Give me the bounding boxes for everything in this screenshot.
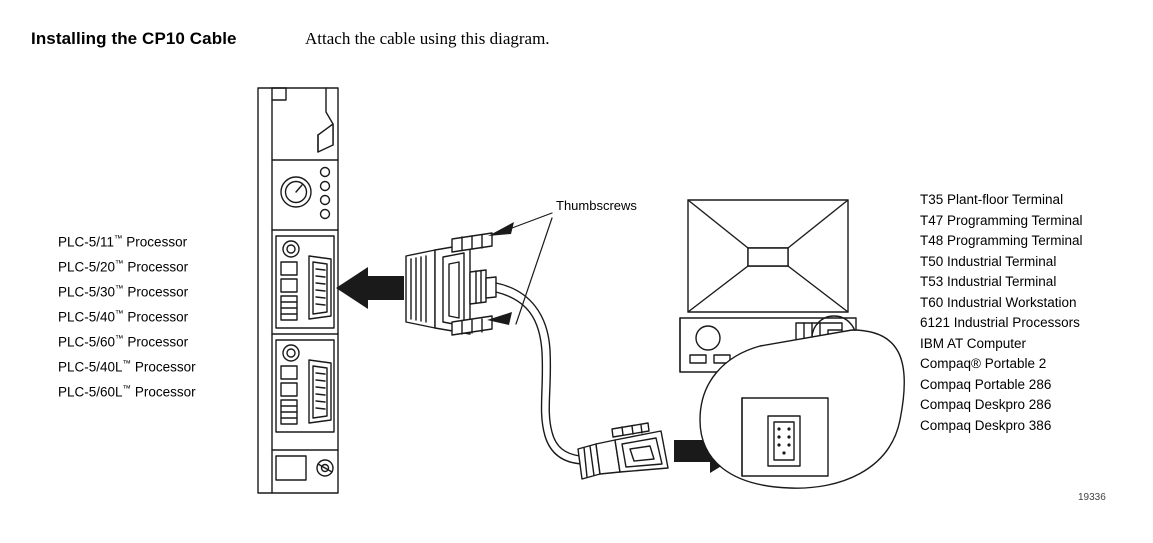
plc-processor-module — [258, 88, 338, 493]
cable-connector-large — [406, 233, 496, 335]
list-item: T53 Industrial Terminal — [920, 274, 1057, 289]
list-item: PLC-5/40™ Processor — [58, 308, 189, 325]
cable-run — [496, 283, 582, 464]
list-item: IBM AT Computer — [920, 335, 1027, 351]
list-item: PLC-5/40L™ Processor — [58, 358, 196, 375]
list-item: Compaq Deskpro 286 — [920, 397, 1052, 412]
list-item: Compaq Portable 286 — [920, 376, 1052, 392]
list-item: PLC-5/11™ Processor — [58, 233, 188, 250]
list-item: T48 Programming Terminal — [920, 233, 1083, 248]
figure-number: 19336 — [1078, 492, 1106, 503]
list-item: Compaq Deskpro 386 — [920, 417, 1052, 433]
list-item: PLC-5/60™ Processor — [58, 333, 189, 350]
list-item: PLC-5/60L™ Processor — [58, 383, 196, 400]
list-item: PLC-5/20™ Processor — [58, 258, 189, 275]
callout-thumbscrews-label: Thumbscrews — [556, 198, 637, 213]
list-item: T35 Plant-floor Terminal — [920, 192, 1064, 207]
list-item: T47 Programming Terminal — [920, 212, 1083, 228]
list-item: T60 Industrial Workstation — [920, 294, 1077, 310]
list-item: PLC-5/30™ Processor — [58, 283, 189, 300]
list-item: T50 Industrial Terminal — [920, 253, 1057, 269]
intro-text: Attach the cable using this diagram. — [305, 29, 550, 48]
cable-connector-small — [578, 423, 668, 479]
arrow-to-plc — [336, 267, 404, 309]
list-item: Compaq® Portable 2 — [920, 356, 1047, 371]
page-title: Installing the CP10 Cable — [31, 29, 237, 48]
list-item: 6121 Industrial Processors — [920, 315, 1080, 330]
terminal-monitor — [688, 200, 848, 312]
thumbscrew-leader-lines — [512, 213, 552, 324]
